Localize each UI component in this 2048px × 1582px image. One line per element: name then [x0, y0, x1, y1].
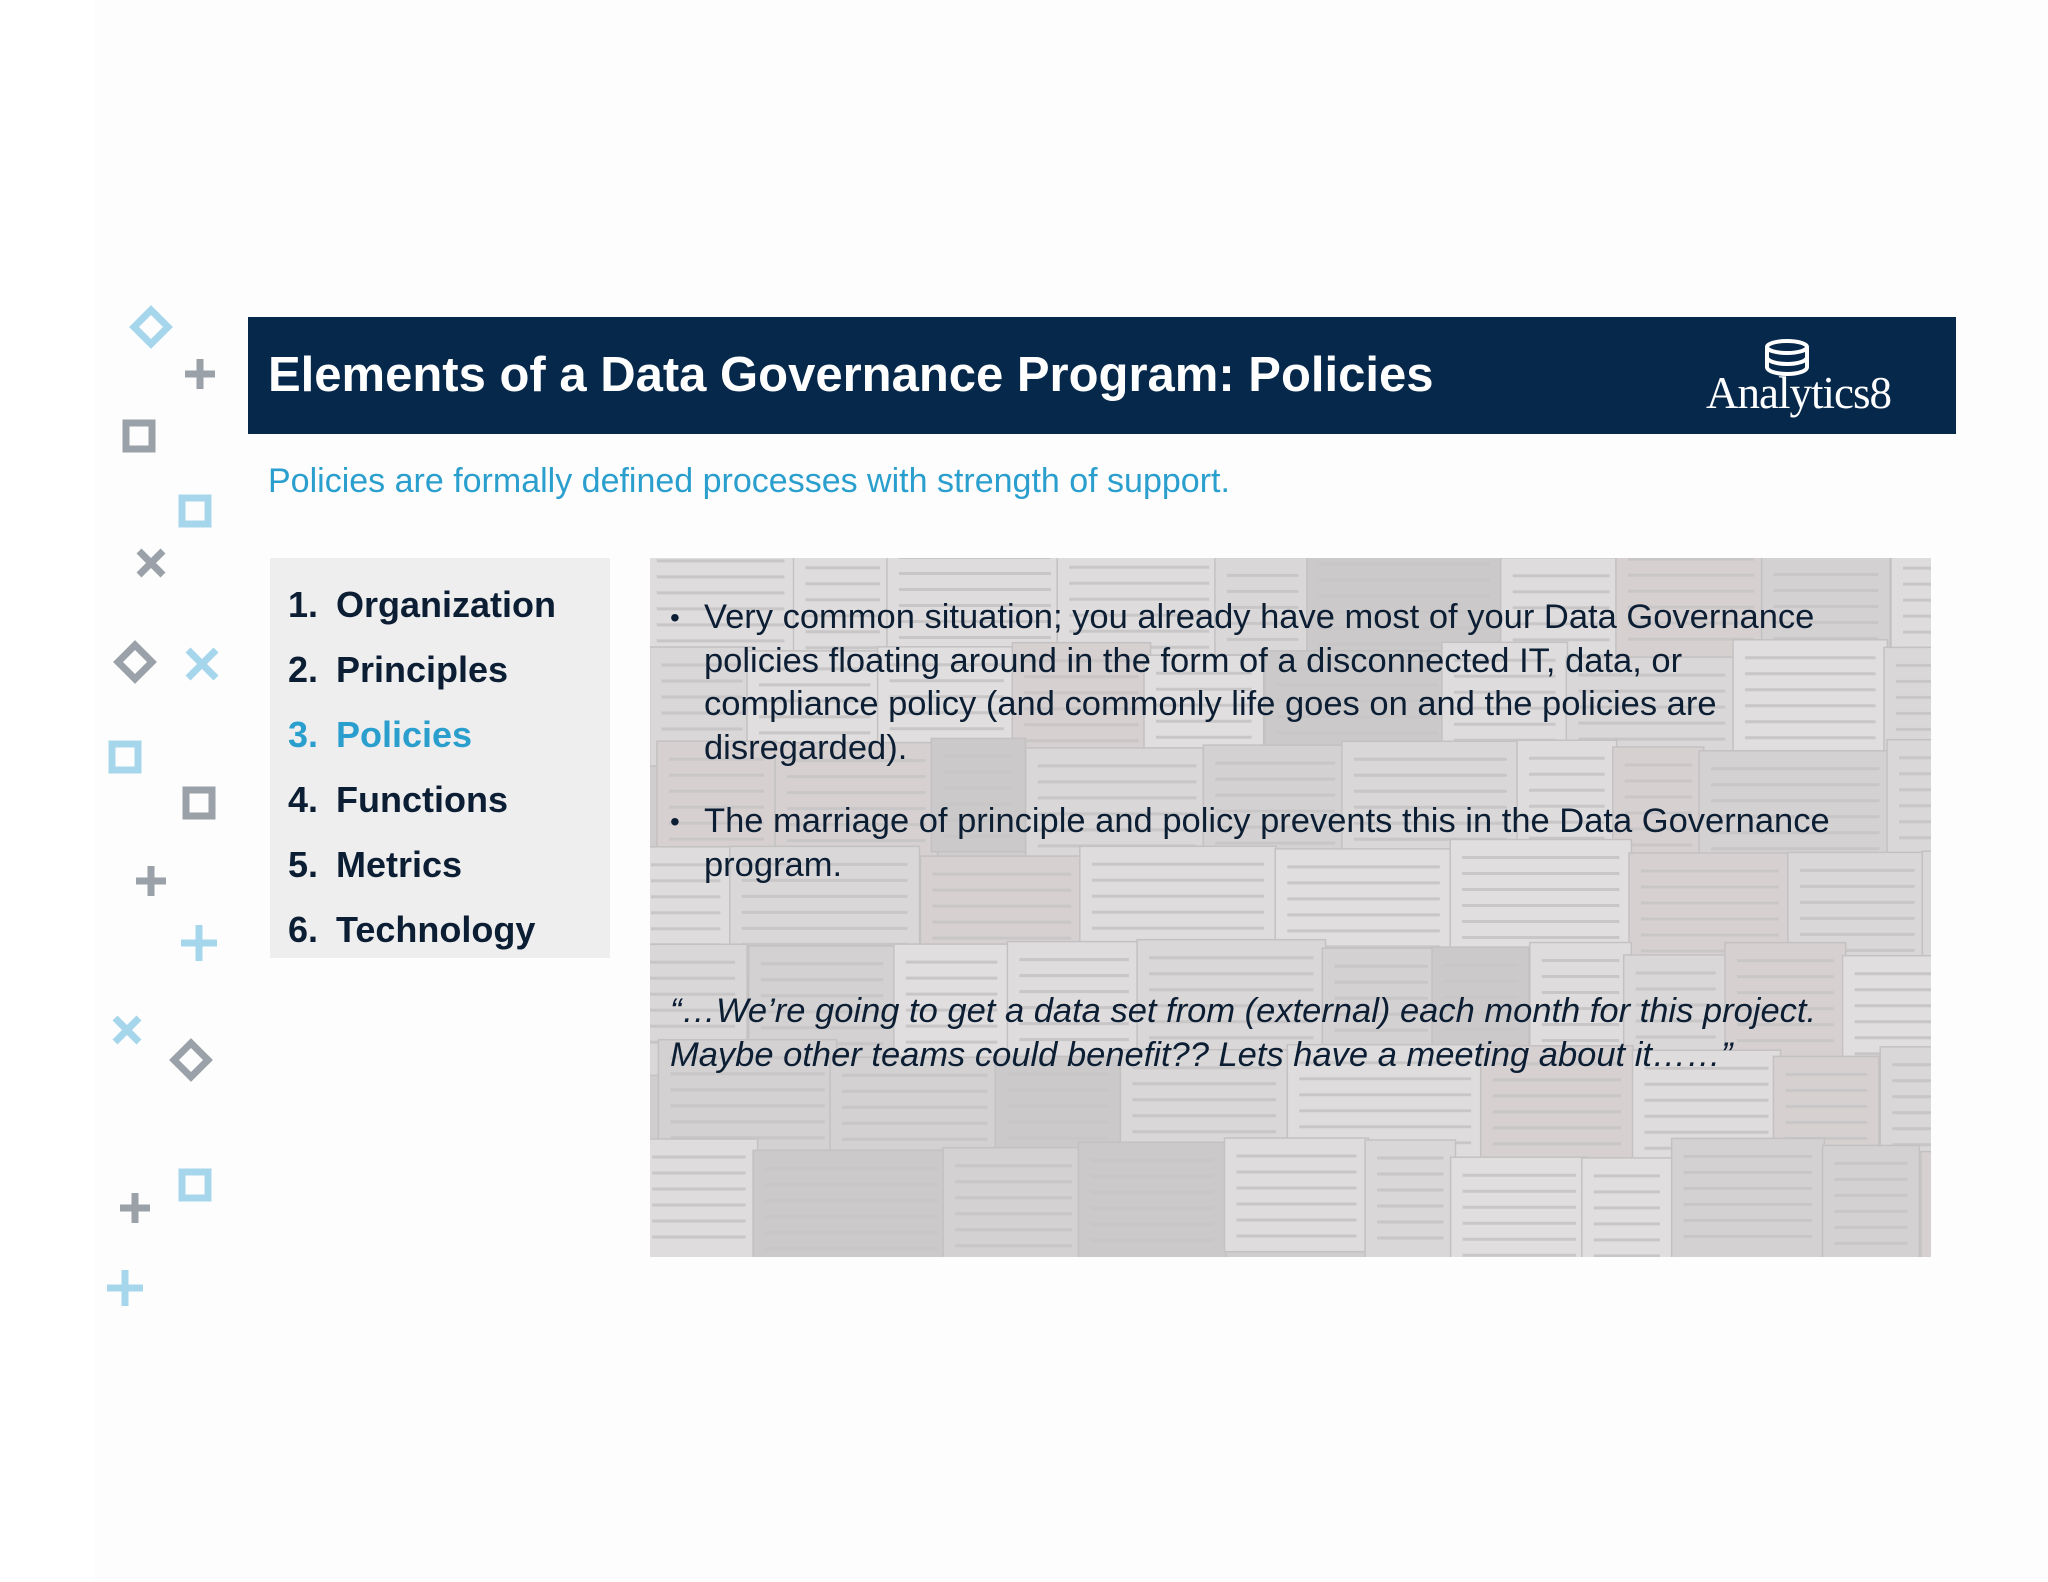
list-item-organization — [288, 572, 610, 637]
plus-icon — [182, 356, 218, 392]
slide-subtitle: Policies are formally defined processes with strength of support. — [268, 462, 1230, 500]
bullet-marker: • — [670, 806, 680, 837]
plus-icon — [133, 863, 169, 899]
logo-text: Analytics8 — [1706, 368, 1891, 418]
list-item-number: 3. — [288, 713, 319, 755]
company-logo — [1706, 339, 1916, 419]
cross-icon — [134, 546, 168, 580]
list-item-number: 4. — [288, 778, 319, 820]
list-item-principles — [288, 637, 610, 702]
slide-title: Elements of a Data Governance Program: Policies — [268, 348, 1434, 402]
diamond-icon — [127, 303, 175, 351]
square-icon — [121, 418, 157, 454]
list-item-label: Functions — [336, 778, 508, 820]
quote-text: “…We’re going to get a data set from (external) each month for this project. Maybe other teams could benefit?? Lets have a meeting about it……” — [670, 992, 1817, 1074]
bullet-marker: • — [670, 602, 680, 633]
list-item-policies — [288, 702, 610, 767]
cross-icon — [110, 1013, 144, 1047]
square-icon — [177, 493, 213, 529]
square-icon — [177, 1167, 213, 1203]
square-icon — [107, 739, 143, 775]
list-item-number: 2. — [288, 648, 319, 690]
cross-icon — [183, 645, 221, 683]
elements-list — [270, 558, 610, 962]
plus-icon — [117, 1190, 153, 1226]
diamond-icon — [110, 637, 160, 687]
bullet-item — [670, 800, 1900, 887]
list-item-label: Technology — [336, 908, 536, 950]
elements-list-panel — [270, 558, 610, 958]
list-item-functions — [288, 767, 610, 832]
bullet-list — [670, 596, 1900, 917]
square-icon — [181, 785, 217, 821]
plus-icon — [178, 922, 220, 964]
list-item-label: Principles — [336, 648, 509, 690]
content-panel — [650, 558, 1931, 1257]
list-item-label: Policies — [336, 713, 473, 755]
list-item-number: 1. — [288, 583, 319, 625]
list-item-technology — [288, 897, 610, 962]
header-bar — [248, 317, 1956, 434]
bullet-item — [670, 596, 1900, 770]
bullet-text: Very common situation; you already have most of your Data Governance policies floating around in the form of a disconnected IT, data, or compliance policy (and commonly life goes on and the policies are disregarded). — [704, 598, 1815, 767]
list-item-label: Metrics — [336, 843, 463, 885]
diamond-icon — [166, 1035, 216, 1085]
plus-icon — [104, 1267, 146, 1309]
list-item-label: Organization — [336, 583, 557, 625]
list-item-metrics — [288, 832, 610, 897]
bullet-text: The marriage of principle and policy prevents this in the Data Governance program. — [704, 802, 1830, 884]
list-item-number: 6. — [288, 908, 319, 950]
list-item-number: 5. — [288, 843, 319, 885]
